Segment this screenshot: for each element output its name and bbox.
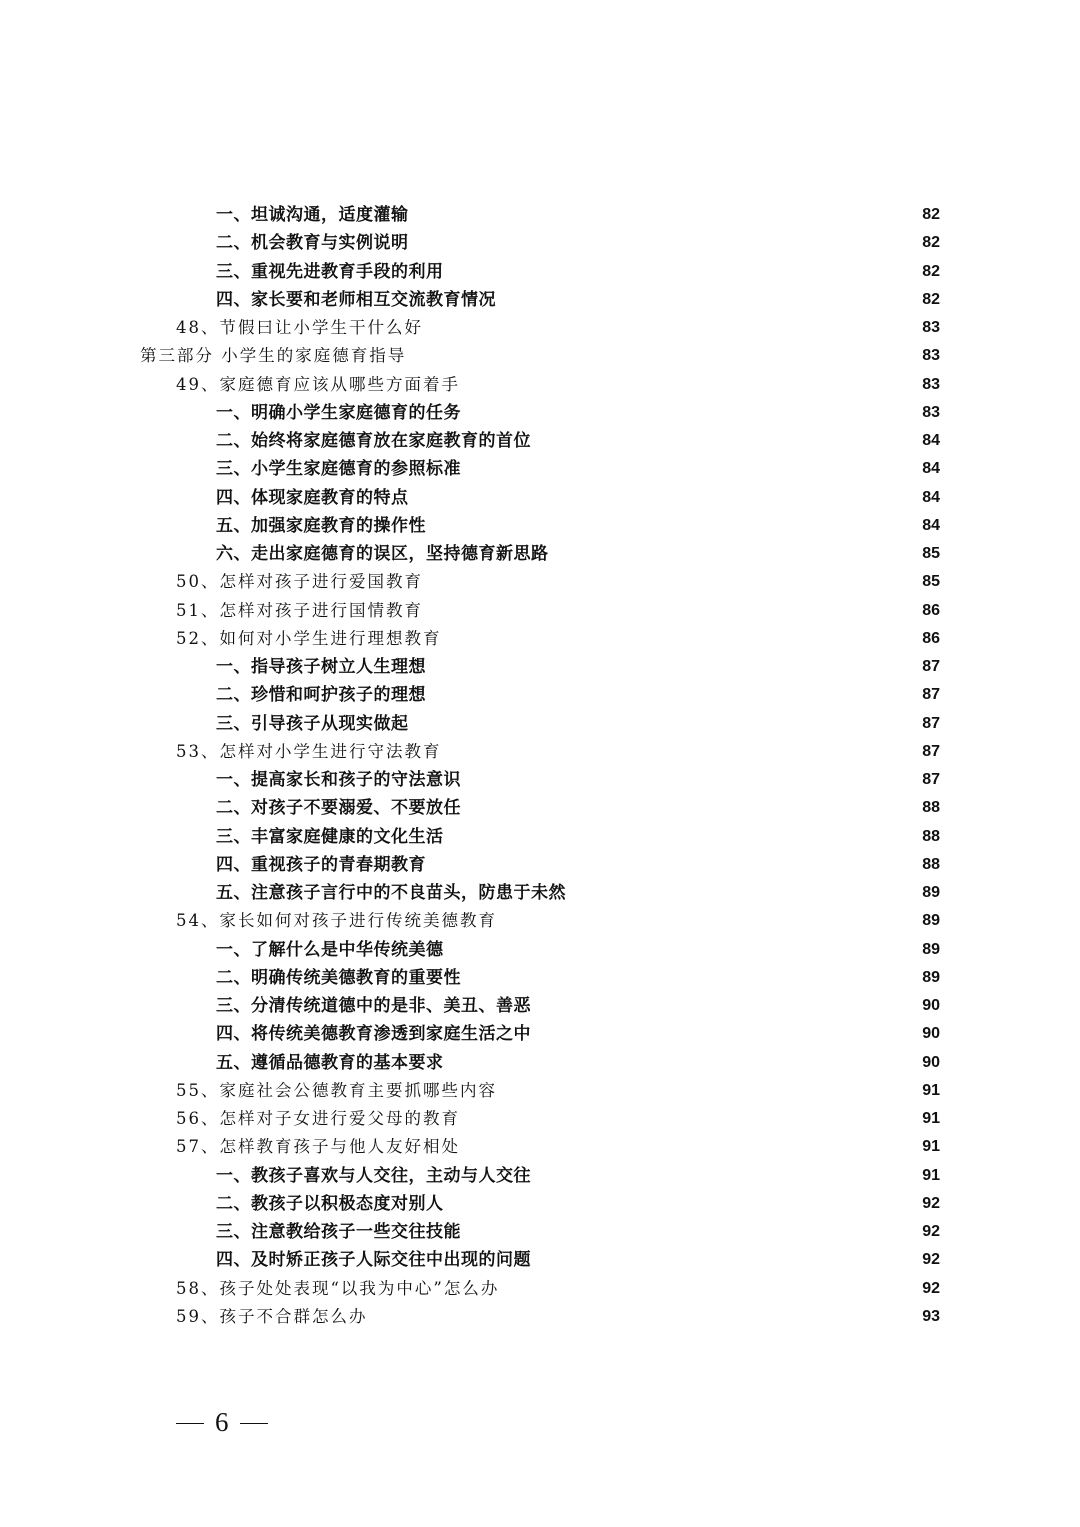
toc-page-number: 85 (922, 573, 940, 591)
toc-subsection-title: 三、注意教给孩子一些交往技能 (216, 1222, 461, 1242)
toc-page-number: 86 (922, 629, 940, 647)
toc-entry (0, 1275, 1080, 1303)
toc-part-heading: 第三部分 小学生的家庭德育指导 (140, 346, 407, 366)
toc-subsection-title: 三、丰富家庭健康的文化生活 (216, 826, 444, 847)
toc-subsection-title: 五、加强家庭教育的操作性 (216, 515, 426, 536)
toc-page-number: 91 (922, 1110, 940, 1127)
toc-question-title: 53、怎样对小学生进行守法教育 (176, 741, 442, 761)
toc-entry (0, 992, 1080, 1020)
toc-entry (0, 907, 1080, 935)
toc-subsection-title: 四、重视孩子的青春期教育 (216, 854, 426, 875)
toc-page-number: 86 (922, 601, 940, 619)
toc-page-number: 93 (922, 1307, 940, 1325)
toc-entry (0, 201, 1080, 229)
toc-subsection-title: 一、提高家长和孩子的守法意识 (216, 770, 461, 790)
toc-page-number: 87 (922, 714, 940, 732)
toc-subsection-title: 三、小学生家庭德育的参照标准 (216, 459, 461, 480)
toc-page-number: 87 (922, 771, 940, 788)
toc-entry (0, 484, 1080, 512)
toc-subsection-title: 四、及时矫正孩子人际交往中出现的问题 (216, 1250, 531, 1271)
toc-entry (0, 936, 1080, 964)
toc-entry (0, 1133, 1080, 1161)
toc-entry (0, 851, 1080, 879)
toc-entry (0, 964, 1080, 992)
toc-page-number: 82 (922, 262, 940, 280)
toc-question-title: 58、孩子处处表现“以我为中心”怎么办 (176, 1278, 500, 1298)
toc-page-number: 85 (922, 545, 940, 562)
toc-entry (0, 314, 1080, 342)
toc-subsection-title: 二、对孩子不要溺爱、不要放任 (216, 798, 461, 819)
toc-entry (0, 1077, 1080, 1105)
toc-page-number: 83 (922, 403, 940, 421)
toc-page-number: 88 (922, 799, 940, 817)
toc-question-title: 55、家庭社会公德教育主要抓哪些内容 (176, 1080, 497, 1100)
toc-question-title: 54、家长如何对孩子进行传统美德教育 (176, 911, 497, 931)
toc-entry (0, 399, 1080, 427)
toc-question-title: 48、节假曰让小学生干什么好 (176, 318, 423, 337)
toc-subsection-title: 四、将传统美德教育渗透到家庭生活之中 (216, 1024, 531, 1045)
toc-page-number: 90 (922, 997, 940, 1014)
toc-subsection-title: 二、珍惜和呵护孩子的理想 (216, 685, 426, 706)
toc-page-number: 91 (922, 1081, 940, 1099)
toc-entry (0, 879, 1080, 907)
toc-entry (0, 738, 1080, 766)
toc-subsection-title: 二、机会教育与实例说明 (216, 233, 409, 254)
toc-page-number: 92 (922, 1251, 940, 1269)
toc-entry (0, 766, 1080, 794)
toc-page-number: 89 (922, 968, 940, 986)
toc-subsection-title: 一、教孩子喜欢与人交往，主动与人交往 (216, 1165, 531, 1186)
toc-entry (0, 1049, 1080, 1077)
toc-question-title: 51、怎样对孩子进行国情教育 (176, 600, 423, 620)
toc-entry (0, 371, 1080, 399)
toc-page-number: 82 (922, 234, 940, 252)
toc-page-number: 83 (922, 319, 940, 336)
toc-entry (0, 597, 1080, 625)
toc-page-number: 88 (922, 855, 940, 873)
toc-page-number: 88 (922, 827, 940, 845)
toc-subsection-title: 三、分清传统道德中的是非、美丑、善恶 (216, 996, 531, 1016)
toc-page-number: 84 (922, 460, 940, 478)
toc-entry (0, 568, 1080, 596)
toc-entry (0, 286, 1080, 314)
toc-subsection-title: 一、了解什么是中华传统美德 (216, 939, 444, 960)
toc-page-number: 92 (922, 1279, 940, 1297)
toc-entry (0, 1105, 1080, 1133)
toc-subsection-title: 二、始终将家庭德育放在家庭教育的首位 (216, 431, 531, 451)
toc-page-number: 87 (922, 686, 940, 704)
toc-page-number: 89 (922, 884, 940, 901)
toc-entry (0, 540, 1080, 568)
toc-entry (0, 794, 1080, 822)
toc-subsection-title: 三、引导孩子从现实做起 (216, 713, 409, 734)
toc-page-number: 84 (922, 516, 940, 534)
toc-entry (0, 1190, 1080, 1218)
toc-entry (0, 258, 1080, 286)
toc-question-title: 52、如何对小学生进行理想教育 (176, 628, 442, 648)
toc-entry (0, 681, 1080, 709)
toc-page-number: 91 (922, 1166, 940, 1184)
table-of-contents (0, 201, 1080, 1331)
toc-page-number: 82 (922, 206, 940, 223)
page-number: 6 (215, 1407, 229, 1437)
toc-question-title: 50、怎样对孩子进行爱国教育 (176, 572, 423, 592)
toc-page-number: 87 (922, 742, 940, 760)
toc-subsection-title: 四、家长要和老师相互交流教育情况 (216, 289, 496, 310)
toc-page-number: 92 (922, 1223, 940, 1240)
toc-page-number: 83 (922, 347, 940, 365)
toc-entry (0, 653, 1080, 681)
toc-page-number: 91 (922, 1138, 940, 1156)
toc-entry (0, 1162, 1080, 1190)
toc-page-number: 87 (922, 658, 940, 675)
toc-subsection-title: 六、走出家庭德育的误区，坚持德育新思路 (216, 544, 549, 564)
toc-page-number: 90 (922, 1025, 940, 1043)
toc-subsection-title: 二、教孩子以积极态度对别人 (216, 1193, 444, 1214)
toc-entry (0, 427, 1080, 455)
toc-subsection-title: 二、明确传统美德教育的重要性 (216, 967, 461, 988)
footer-left-dash (176, 1423, 204, 1424)
toc-page-number: 89 (922, 912, 940, 930)
toc-page-number: 92 (922, 1194, 940, 1212)
toc-question-title: 49、家庭德育应该从哪些方面着手 (176, 374, 460, 394)
toc-question-title: 57、怎样教育孩子与他人友好相处 (176, 1137, 460, 1157)
toc-subsection-title: 五、注意孩子言行中的不良苗头，防患于未然 (216, 883, 566, 903)
toc-entry (0, 1303, 1080, 1331)
toc-entry (0, 1246, 1080, 1274)
footer-right-dash (240, 1423, 268, 1424)
toc-entry (0, 823, 1080, 851)
toc-subsection-title: 五、遵循品德教育的基本要求 (216, 1052, 444, 1073)
toc-page-number: 84 (922, 488, 940, 506)
toc-page-number: 82 (922, 290, 940, 308)
toc-page-number: 83 (922, 375, 940, 393)
toc-subsection-title: 三、重视先进教育手段的利用 (216, 261, 444, 282)
toc-entry (0, 625, 1080, 653)
toc-entry (0, 455, 1080, 483)
page-footer (176, 1402, 268, 1442)
toc-entry (0, 710, 1080, 738)
toc-subsection-title: 四、体现家庭教育的特点 (216, 487, 409, 508)
toc-question-title: 59、孩子不合群怎么办 (176, 1306, 368, 1326)
toc-page-number: 89 (922, 940, 940, 958)
toc-subsection-title: 一、坦诚沟通，适度灌输 (216, 205, 409, 225)
toc-entry (0, 1218, 1080, 1246)
toc-subsection-title: 一、指导孩子树立人生理想 (216, 657, 426, 677)
toc-entry (0, 342, 1080, 370)
toc-entry (0, 512, 1080, 540)
toc-question-title: 56、怎样对子女进行爱父母的教育 (176, 1109, 460, 1128)
toc-subsection-title: 一、明确小学生家庭德育的任务 (216, 402, 461, 423)
toc-page-number: 90 (922, 1053, 940, 1071)
toc-page-number: 84 (922, 432, 940, 449)
toc-entry (0, 1020, 1080, 1048)
toc-entry (0, 229, 1080, 257)
